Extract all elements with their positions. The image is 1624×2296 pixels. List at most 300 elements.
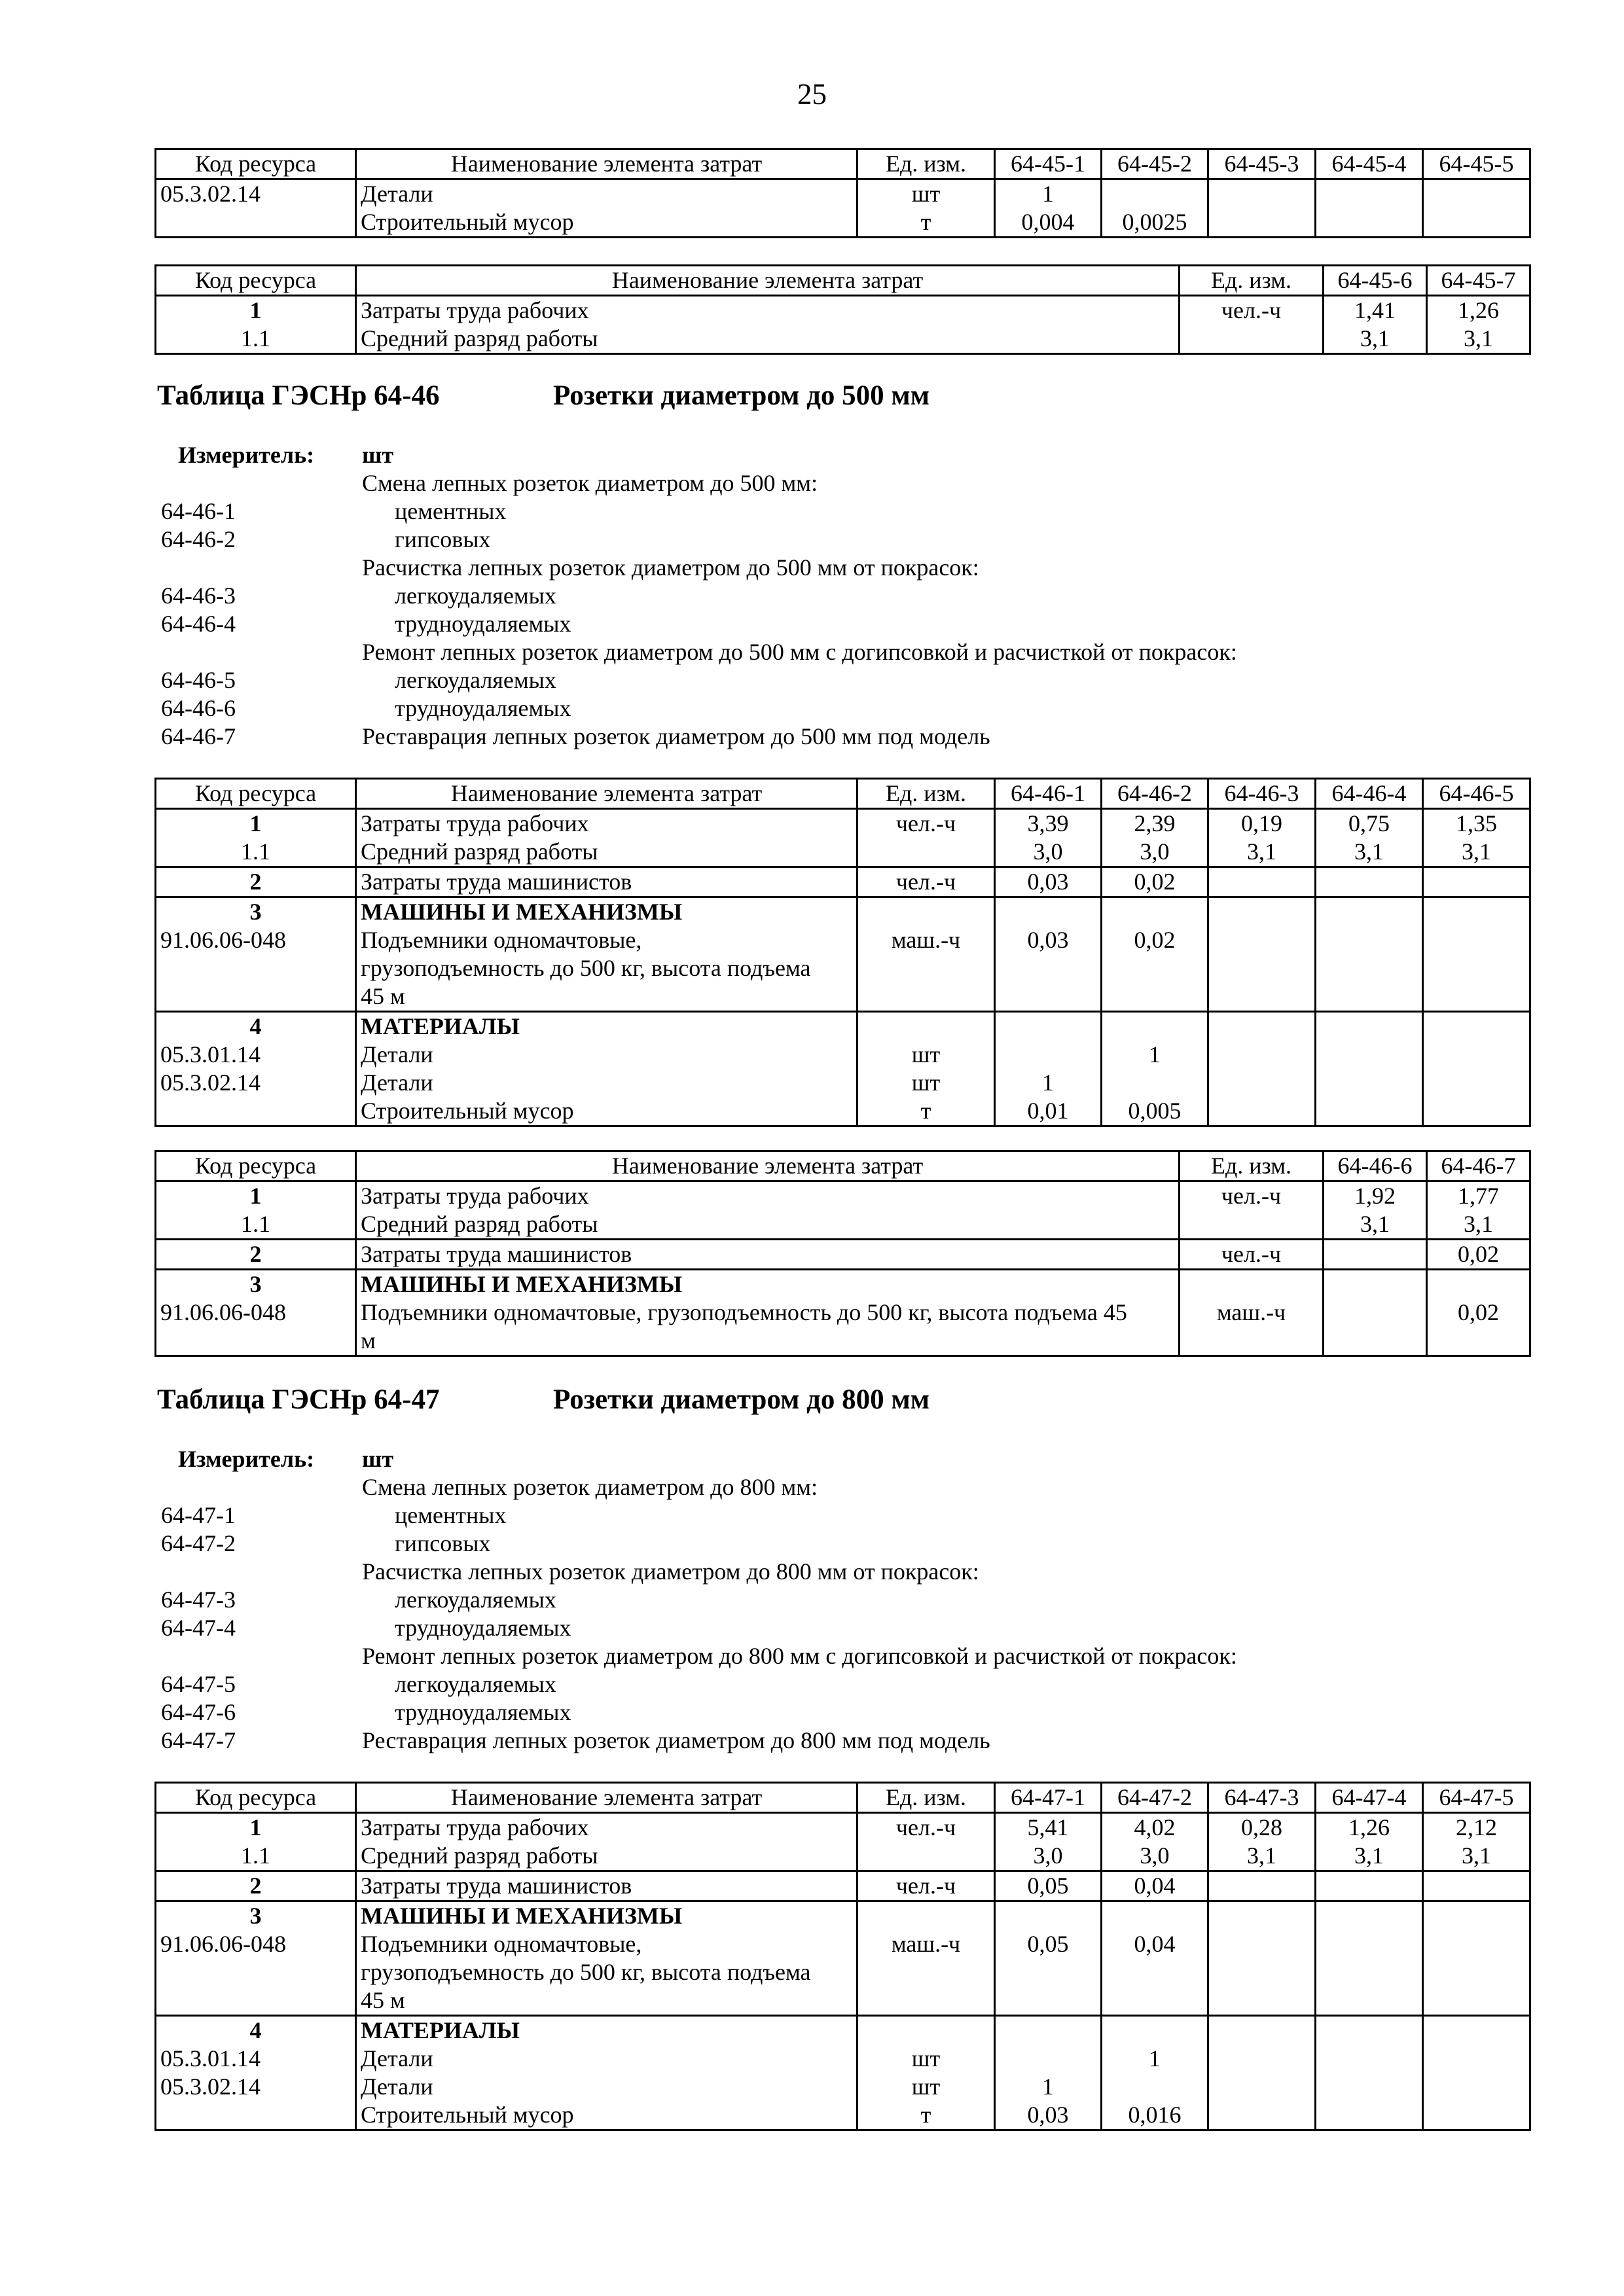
column-header: 64-46-5 — [1423, 779, 1530, 809]
meter-label: Измеритель: — [178, 1446, 315, 1472]
resource-table-64-45-part1 — [154, 148, 1531, 238]
work-item-text: Смена лепных розеток диаметром до 500 мм: — [362, 470, 818, 496]
work-item-code: 64-47-2 — [161, 1530, 236, 1556]
work-item-text: Ремонт лепных розеток диаметром до 800 мм с догипсовкой и расчисткой от покрасок: — [362, 1643, 1237, 1669]
work-item-row — [157, 554, 1532, 582]
unit-value: шт — [911, 1041, 941, 1067]
norm-value — [1213, 208, 1310, 236]
cost-element-name: МАШИНЫ И МЕХАНИЗМЫ — [361, 899, 683, 925]
resource-code-cell — [156, 1240, 356, 1270]
unit-value: т — [920, 1098, 931, 1124]
unit-value: чел.-ч — [895, 1814, 956, 1840]
cost-element-name: 45 м — [361, 983, 405, 1009]
norm-value — [1106, 1069, 1203, 1097]
norm-value: 3,1 — [1247, 1842, 1276, 1869]
work-item-row — [157, 1670, 1532, 1698]
norm-value: 0,02 — [1458, 1299, 1499, 1325]
norm-value: 0,016 — [1128, 2102, 1182, 2128]
norm-value-cell — [1423, 897, 1530, 1012]
table-subject-title: Розетки диаметром до 800 мм — [553, 1384, 929, 1415]
table-row — [156, 1012, 1530, 1126]
norm-value-cell — [995, 809, 1102, 867]
resource-table-64-46-part1 — [154, 778, 1531, 1127]
resource-code: 1.1 — [241, 1211, 270, 1237]
meter-label: Измеритель: — [178, 442, 315, 468]
resource-table-64-45-part2 — [154, 264, 1531, 355]
cost-element-name: Подъемники одномачтовые, грузоподъемность до 500 кг, высота подъема 45 — [361, 1299, 1127, 1325]
cost-element-name: МАТЕРИАЛЫ — [361, 2017, 520, 2043]
norm-value-cell — [995, 1012, 1102, 1126]
resource-code: 05.3.02.14 — [160, 2073, 261, 2100]
cost-element-name-cell — [356, 1181, 1180, 1240]
work-item-code: 64-46-4 — [161, 611, 236, 637]
norm-value-cell — [1423, 1901, 1530, 2016]
unit-cell — [1180, 1270, 1324, 1356]
work-item-text: Расчистка лепных розеток диаметром до 500 мм от покрасок: — [362, 554, 979, 581]
unit-value: чел.-ч — [895, 1873, 956, 1899]
norm-value: 3,1 — [1360, 325, 1390, 351]
norm-value-cell — [995, 1871, 1102, 1901]
norm-value-cell — [1316, 1813, 1423, 1871]
resource-code: 4 — [249, 2017, 262, 2043]
table-row — [156, 809, 1530, 867]
norm-value-cell — [1423, 1871, 1530, 1901]
resource-code: 4 — [249, 1013, 262, 1039]
table-row — [156, 897, 1530, 1012]
column-header: 64-46-4 — [1316, 779, 1423, 809]
work-item-text: Ремонт лепных розеток диаметром до 500 мм с догипсовкой и расчисткой от покрасок: — [362, 639, 1237, 665]
table-header-row — [156, 779, 1530, 809]
unit-value: чел.-ч — [1221, 1183, 1282, 1209]
cost-element-name: Строительный мусор — [361, 209, 574, 235]
unit-cell — [857, 1901, 995, 2016]
norm-value-cell — [1423, 2016, 1530, 2130]
unit-value — [862, 1902, 990, 1930]
resource-code: 3 — [249, 1903, 262, 1929]
unit-value — [1184, 325, 1318, 353]
cost-element-name: Детали — [361, 181, 433, 207]
norm-value-cell — [995, 179, 1102, 238]
unit-value — [862, 898, 990, 926]
norm-value: 0,04 — [1134, 1873, 1176, 1899]
work-item-text: легкоудаляемых — [395, 667, 556, 693]
norm-value — [1106, 1902, 1203, 1930]
norm-value-cell — [1102, 2016, 1208, 2130]
work-item-text: трудноудаляемых — [395, 611, 571, 637]
norm-value — [1213, 180, 1310, 208]
resource-code: 1 — [249, 1814, 262, 1840]
table-row — [156, 1901, 1530, 2016]
column-header: Ед. изм. — [857, 1783, 995, 1813]
norm-value-cell — [1423, 1813, 1530, 1871]
norm-value — [1328, 1299, 1422, 1327]
norm-value — [1320, 180, 1418, 208]
norm-value: 1,77 — [1458, 1183, 1499, 1209]
work-item-text: Смена лепных розеток диаметром до 800 мм: — [362, 1474, 818, 1500]
norm-value — [1428, 2017, 1525, 2045]
cost-element-name: Детали — [361, 2073, 433, 2100]
norm-value — [1000, 2017, 1096, 2045]
unit-value: шт — [911, 2073, 941, 2100]
norm-value-cell — [1208, 1813, 1316, 1871]
norm-value: 1,92 — [1354, 1183, 1396, 1209]
resource-code-cell — [156, 1813, 356, 1871]
work-item-row — [157, 582, 1532, 610]
unit-cell — [857, 179, 995, 238]
resource-code: 05.3.01.14 — [160, 2045, 261, 2072]
resource-code: 3 — [249, 899, 262, 925]
norm-value-cell — [1316, 1901, 1423, 2016]
norm-value — [1213, 1013, 1310, 1041]
unit-cell — [857, 1871, 995, 1901]
norm-value: 0,02 — [1134, 869, 1176, 895]
unit-value — [862, 1842, 990, 1870]
norm-value-cell — [1208, 897, 1316, 1012]
norm-value: 1 — [1149, 2045, 1161, 2072]
resource-code: 1.1 — [241, 838, 270, 865]
norm-value-cell — [1316, 809, 1423, 867]
unit-value: чел.-ч — [895, 810, 956, 836]
norm-value-cell — [1324, 1181, 1427, 1240]
work-item-code: 64-47-5 — [161, 1671, 236, 1697]
section-title-64-47 — [157, 1384, 929, 1416]
norm-value-cell — [1324, 296, 1427, 354]
cost-element-name-cell — [356, 296, 1180, 354]
norm-value-cell — [1208, 2016, 1316, 2130]
cost-element-name: Затраты труда машинистов — [361, 869, 632, 895]
norm-value — [1320, 2017, 1418, 2045]
column-header: Код ресурса — [156, 779, 356, 809]
cost-element-name: Затраты труда рабочих — [361, 1183, 589, 1209]
norm-value — [1428, 180, 1525, 208]
work-item-text: Реставрация лепных розеток диаметром до 800 мм под модель — [362, 1727, 990, 1753]
column-header: 64-46-1 — [995, 779, 1102, 809]
norm-value: 1 — [1149, 1041, 1161, 1067]
cost-element-name-cell — [356, 1871, 857, 1901]
norm-value — [1328, 1240, 1422, 1268]
work-item-row — [157, 1642, 1532, 1670]
norm-value: 3,0 — [1033, 1842, 1063, 1869]
norm-value-cell — [1102, 809, 1208, 867]
norm-value — [1106, 1013, 1203, 1041]
cost-element-name-cell — [356, 1901, 857, 2016]
norm-value-cell — [1208, 1871, 1316, 1901]
norm-value: 0,004 — [1021, 209, 1075, 235]
norm-value: 1,26 — [1458, 297, 1499, 323]
work-item-row — [157, 1698, 1532, 1727]
cost-element-name-cell — [356, 867, 857, 897]
meter-block-64-47 — [157, 1445, 1532, 1755]
cost-element-name: Затраты труда машинистов — [361, 1873, 632, 1899]
work-item-text: Реставрация лепных розеток диаметром до 500 мм под модель — [362, 723, 990, 749]
norm-value: 0,03 — [1027, 869, 1069, 895]
unit-value: чел.-ч — [1221, 1241, 1282, 1267]
column-header: Ед. изм. — [857, 779, 995, 809]
cost-element-name: МАШИНЫ И МЕХАНИЗМЫ — [361, 1271, 683, 1297]
work-item-row — [157, 610, 1532, 638]
resource-code: 05.3.02.14 — [160, 181, 261, 207]
work-item-row — [157, 1586, 1532, 1614]
norm-value — [1000, 1041, 1096, 1069]
resource-code: 2 — [249, 1873, 262, 1899]
table-row — [156, 179, 1530, 238]
resource-code-cell — [156, 1871, 356, 1901]
norm-value — [1000, 2045, 1096, 2073]
work-item-code: 64-47-3 — [161, 1587, 236, 1613]
column-header: 64-45-7 — [1427, 266, 1530, 296]
norm-value-cell — [1208, 1901, 1316, 2016]
norm-value: 3,1 — [1464, 325, 1493, 351]
column-header: Код ресурса — [156, 1783, 356, 1813]
norm-value-cell — [1427, 1240, 1530, 1270]
cost-element-name: МАШИНЫ И МЕХАНИЗМЫ — [361, 1903, 683, 1929]
unit-cell — [1180, 1240, 1324, 1270]
norm-value-cell — [995, 897, 1102, 1012]
norm-value: 0,19 — [1241, 810, 1282, 836]
table-header-row — [156, 266, 1530, 296]
column-header: Наименование элемента затрат — [356, 779, 857, 809]
table-header-row — [156, 1783, 1530, 1813]
resource-code — [160, 2101, 351, 2129]
table-header-row — [156, 1151, 1530, 1181]
resource-code-cell — [156, 2016, 356, 2130]
column-header: Ед. изм. — [1180, 1151, 1324, 1181]
work-item-row — [157, 1473, 1532, 1501]
meter-unit: шт — [362, 1446, 394, 1472]
resource-code: 05.3.02.14 — [160, 1069, 261, 1096]
work-item-row — [157, 1614, 1532, 1642]
work-item-code: 64-47-4 — [161, 1615, 236, 1641]
resource-code: 2 — [249, 869, 262, 895]
norm-value-cell — [995, 1813, 1102, 1871]
cost-element-name: Строительный мусор — [361, 1098, 574, 1124]
page-number: 25 — [797, 78, 827, 111]
unit-value — [1184, 1270, 1318, 1299]
norm-value-cell — [1324, 1270, 1427, 1356]
meter-unit: шт — [362, 442, 394, 468]
resource-code: 1 — [249, 297, 262, 323]
meter-row — [157, 441, 1532, 469]
unit-value — [862, 838, 990, 866]
unit-cell — [1180, 296, 1324, 354]
table-code-title: Таблица ГЭСНр 64-46 — [157, 380, 440, 411]
norm-value — [1213, 1902, 1310, 1930]
norm-value — [1213, 868, 1310, 896]
unit-value: т — [920, 209, 931, 235]
norm-value: 3,0 — [1140, 1842, 1170, 1869]
norm-value: 0,02 — [1134, 927, 1176, 953]
norm-value-cell — [1423, 867, 1530, 897]
column-header: 64-46-3 — [1208, 779, 1316, 809]
column-header: Наименование элемента затрат — [356, 149, 857, 179]
column-header: 64-46-2 — [1102, 779, 1208, 809]
norm-value-cell — [1423, 809, 1530, 867]
resource-code-cell — [156, 897, 356, 1012]
work-item-text: легкоудаляемых — [395, 1587, 556, 1613]
resource-table-64-46-part2 — [154, 1150, 1531, 1357]
work-item-row — [157, 1558, 1532, 1586]
resource-code-cell — [156, 1270, 356, 1356]
unit-value — [1184, 1210, 1318, 1238]
norm-value-cell — [1316, 1871, 1423, 1901]
norm-value: 0,04 — [1134, 1931, 1176, 1957]
cost-element-name-cell — [356, 2016, 857, 2130]
work-item-text: трудноудаляемых — [395, 1699, 571, 1725]
unit-value: маш.-ч — [891, 927, 961, 953]
column-header: 64-47-1 — [995, 1783, 1102, 1813]
norm-value — [1320, 868, 1418, 896]
resource-code: 3 — [249, 1271, 262, 1297]
table-row — [156, 1240, 1530, 1270]
norm-value: 1 — [1042, 181, 1054, 207]
norm-value — [1106, 2073, 1203, 2101]
column-header: 64-47-4 — [1316, 1783, 1423, 1813]
norm-value — [1428, 1902, 1525, 1930]
column-header: Код ресурса — [156, 149, 356, 179]
column-header: 64-45-4 — [1316, 149, 1423, 179]
norm-value: 3,1 — [1462, 1842, 1491, 1869]
norm-value — [1000, 1902, 1096, 1930]
unit-value: шт — [911, 1069, 941, 1096]
work-item-code: 64-46-7 — [161, 723, 236, 749]
table-subject-title: Розетки диаметром до 500 мм — [553, 380, 929, 411]
norm-value: 2,39 — [1134, 810, 1176, 836]
norm-value-cell — [1316, 179, 1423, 238]
resource-code: 1 — [249, 1183, 262, 1209]
column-header: Наименование элемента затрат — [356, 266, 1180, 296]
cost-element-name: м — [361, 1327, 376, 1354]
norm-value — [1320, 1902, 1418, 1930]
section-title-64-46 — [157, 380, 929, 412]
norm-value: 3,1 — [1464, 1211, 1493, 1237]
column-header: 64-46-7 — [1427, 1151, 1530, 1181]
unit-value: чел.-ч — [1221, 297, 1282, 323]
resource-code-cell — [156, 296, 356, 354]
work-item-text: цементных — [395, 1502, 507, 1528]
norm-value: 3,1 — [1462, 838, 1491, 865]
norm-value: 3,0 — [1140, 838, 1170, 865]
cost-element-name: Детали — [361, 1069, 433, 1096]
resource-code-cell — [156, 867, 356, 897]
norm-value — [1106, 898, 1203, 926]
resource-code: 91.06.06-048 — [160, 1931, 286, 1957]
work-item-row — [157, 1530, 1532, 1558]
norm-value — [1320, 1013, 1418, 1041]
unit-value: шт — [911, 2045, 941, 2072]
unit-value: шт — [911, 181, 941, 207]
resource-code-cell — [156, 179, 356, 238]
norm-value-cell — [1102, 1012, 1208, 1126]
norm-value: 1,41 — [1354, 297, 1396, 323]
column-header: Ед. изм. — [857, 149, 995, 179]
unit-cell — [857, 897, 995, 1012]
unit-cell — [857, 1813, 995, 1871]
norm-value: 1,26 — [1348, 1814, 1390, 1840]
norm-value: 0,75 — [1348, 810, 1390, 836]
cost-element-name: Затраты труда рабочих — [361, 1814, 589, 1840]
cost-element-name: Детали — [361, 1041, 433, 1067]
column-header: 64-45-2 — [1102, 149, 1208, 179]
table-row — [156, 296, 1530, 354]
norm-value: 3,1 — [1354, 838, 1384, 865]
norm-value-cell — [1208, 809, 1316, 867]
work-item-row — [157, 666, 1532, 694]
work-item-code: 64-46-3 — [161, 583, 236, 609]
work-item-text: легкоудаляемых — [395, 583, 556, 609]
cost-element-name: Строительный мусор — [361, 2102, 574, 2128]
norm-value — [1106, 2017, 1203, 2045]
cost-element-name-cell — [356, 897, 857, 1012]
norm-value — [1000, 898, 1096, 926]
norm-value: 0,005 — [1128, 1098, 1182, 1124]
cost-element-name: Средний разряд работы — [361, 325, 598, 351]
norm-value: 3,0 — [1033, 838, 1063, 865]
work-item-text: Расчистка лепных розеток диаметром до 800 мм от покрасок: — [362, 1558, 979, 1585]
norm-value-cell — [995, 2016, 1102, 2130]
norm-value: 5,41 — [1027, 1814, 1069, 1840]
cost-element-name: Затраты труда машинистов — [361, 1241, 632, 1267]
norm-value-cell — [1102, 179, 1208, 238]
cost-element-name: Затраты труда рабочих — [361, 297, 589, 323]
column-header: 64-47-5 — [1423, 1783, 1530, 1813]
work-item-row — [157, 1501, 1532, 1530]
norm-value — [1213, 898, 1310, 926]
table-row — [156, 1270, 1530, 1356]
unit-cell — [857, 2016, 995, 2130]
norm-value-cell — [1324, 1240, 1427, 1270]
unit-cell — [857, 1012, 995, 1126]
norm-value-cell — [1427, 1181, 1530, 1240]
norm-value: 2,12 — [1456, 1814, 1497, 1840]
column-header: 64-45-5 — [1423, 149, 1530, 179]
norm-value — [1428, 1013, 1525, 1041]
column-header: Ед. изм. — [1180, 266, 1324, 296]
norm-value — [1213, 2017, 1310, 2045]
norm-value: 0,03 — [1027, 927, 1069, 953]
resource-code: 91.06.06-048 — [160, 1299, 286, 1325]
column-header: 64-45-6 — [1324, 266, 1427, 296]
norm-value-cell — [1316, 897, 1423, 1012]
work-item-code: 64-46-1 — [161, 498, 236, 524]
norm-value-cell — [1102, 897, 1208, 1012]
unit-cell — [857, 867, 995, 897]
norm-value-cell — [1427, 1270, 1530, 1356]
norm-value: 0,03 — [1027, 2102, 1069, 2128]
norm-value-cell — [1427, 296, 1530, 354]
unit-value — [862, 1013, 990, 1041]
unit-value: маш.-ч — [1216, 1299, 1286, 1325]
norm-value — [1000, 1013, 1096, 1041]
work-item-text: гипсовых — [395, 526, 491, 552]
norm-value-cell — [995, 1901, 1102, 2016]
unit-cell — [857, 809, 995, 867]
resource-code: 1 — [249, 810, 262, 836]
work-item-row — [157, 723, 1532, 751]
resource-code-cell — [156, 809, 356, 867]
column-header: 64-45-3 — [1208, 149, 1316, 179]
norm-value-cell — [1208, 179, 1316, 238]
work-item-row — [157, 694, 1532, 723]
work-item-code: 64-47-1 — [161, 1502, 236, 1528]
cost-element-name: Затраты труда рабочих — [361, 810, 589, 836]
norm-value — [1428, 1872, 1525, 1900]
resource-code: 2 — [249, 1241, 262, 1267]
norm-value — [1320, 1872, 1418, 1900]
norm-value: 3,39 — [1027, 810, 1069, 836]
cost-element-name: грузоподъемность до 500 кг, высота подъема — [361, 955, 811, 981]
resource-code: 1.1 — [241, 1842, 270, 1869]
resource-code: 05.3.01.14 — [160, 1041, 261, 1067]
